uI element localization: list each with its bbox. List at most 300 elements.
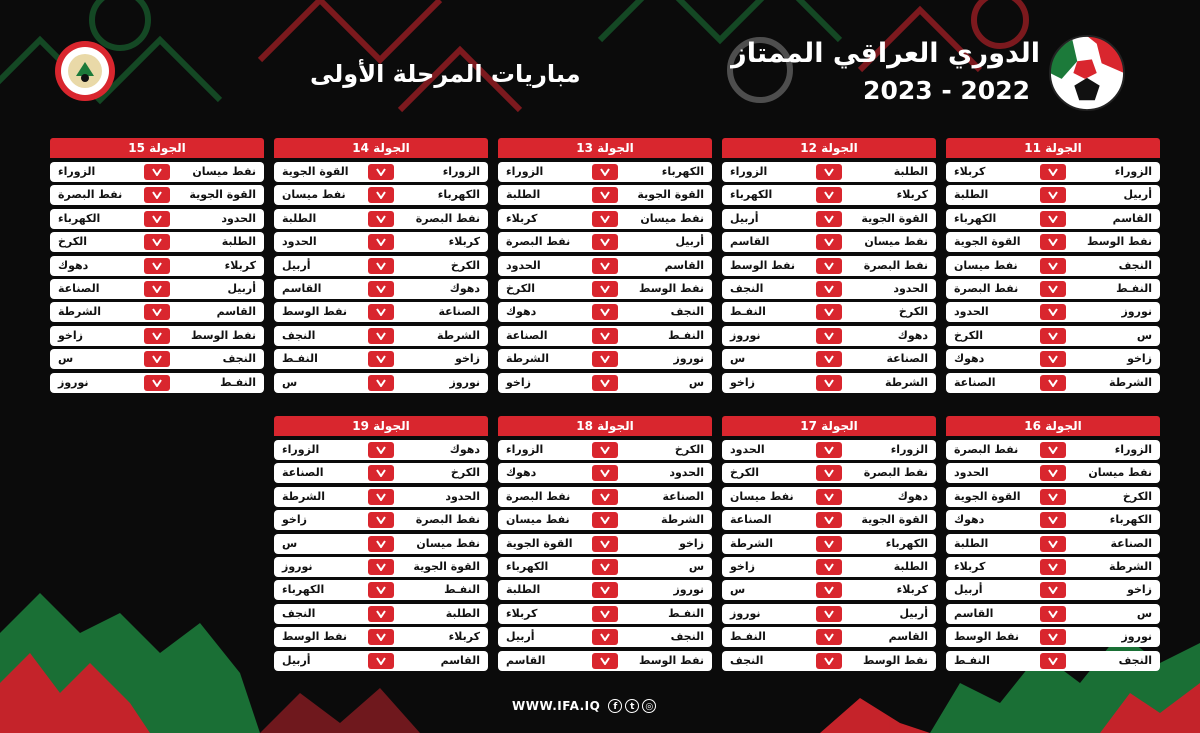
- match-row: [722, 232, 936, 252]
- away-team: نوروز: [58, 375, 89, 389]
- away-team: الحدود: [954, 466, 989, 480]
- away-team: القوة الجوية: [506, 536, 573, 550]
- match-row: [946, 256, 1160, 276]
- home-team: نفط ميسان: [864, 235, 928, 249]
- home-team: أربيل: [227, 281, 256, 295]
- away-team: زاخو: [730, 375, 755, 389]
- vs-chevron-icon: [368, 234, 394, 250]
- match-row: [498, 580, 712, 600]
- vs-chevron-icon: [368, 559, 394, 575]
- away-team: زاخو: [282, 513, 307, 527]
- home-team: نوروز: [1121, 305, 1152, 319]
- match-row: [946, 349, 1160, 369]
- away-team: الكهرباء: [58, 211, 101, 225]
- away-team: نفط ميسان: [730, 489, 794, 503]
- match-row: [498, 162, 712, 182]
- home-team: س: [688, 375, 704, 389]
- match-row: [274, 604, 488, 624]
- match-row: [274, 279, 488, 299]
- round-19: [274, 416, 488, 674]
- vs-chevron-icon: [816, 211, 842, 227]
- home-team: نوروز: [673, 352, 704, 366]
- home-team: الحدود: [893, 281, 928, 295]
- vs-chevron-icon: [1040, 489, 1066, 505]
- home-team: نوروز: [673, 583, 704, 597]
- away-team: الحدود: [282, 235, 317, 249]
- match-row: [498, 185, 712, 205]
- home-team: زاخو: [1127, 352, 1152, 366]
- match-row: [946, 604, 1160, 624]
- away-team: الكهرباء: [954, 211, 997, 225]
- home-team: النجف: [670, 630, 704, 644]
- away-team: الطلبة: [954, 536, 989, 550]
- home-team: نفط الوسط: [862, 653, 928, 667]
- home-team: نفط ميسان: [416, 536, 480, 550]
- home-team: الكهرباء: [1109, 513, 1152, 527]
- match-row: [498, 557, 712, 577]
- match-row: [274, 463, 488, 483]
- home-team: زاخو: [455, 352, 480, 366]
- match-row: [946, 510, 1160, 530]
- match-row: [50, 232, 264, 252]
- match-row: [498, 440, 712, 460]
- home-team: س: [688, 559, 704, 573]
- league-title: الدوري العراقي الممتاز: [731, 38, 1040, 69]
- away-team: س: [730, 583, 746, 597]
- match-row: [274, 349, 488, 369]
- vs-chevron-icon: [1040, 258, 1066, 274]
- away-team: دهوك: [954, 352, 985, 366]
- match-row: [946, 487, 1160, 507]
- vs-chevron-icon: [368, 442, 394, 458]
- vs-chevron-icon: [1040, 375, 1066, 391]
- away-team: نوروز: [730, 328, 761, 342]
- match-row: [274, 326, 488, 346]
- vs-chevron-icon: [1040, 328, 1066, 344]
- away-team: الكهرباء: [730, 188, 773, 202]
- match-row: [274, 580, 488, 600]
- home-team: النجف: [222, 352, 256, 366]
- match-row: [274, 651, 488, 671]
- away-team: نفط البصرة: [58, 188, 123, 202]
- match-row: [498, 349, 712, 369]
- home-team: القوة الجوية: [861, 211, 928, 225]
- away-team: النجف: [730, 281, 764, 295]
- away-team: س: [282, 375, 298, 389]
- home-team: القاسم: [664, 258, 704, 272]
- away-team: الطلبة: [954, 188, 989, 202]
- vs-chevron-icon: [368, 375, 394, 391]
- away-team: دهوك: [506, 305, 537, 319]
- home-team: النفـط: [668, 606, 704, 620]
- match-row: [498, 487, 712, 507]
- match-row: [722, 440, 936, 460]
- match-row: [946, 580, 1160, 600]
- vs-chevron-icon: [1040, 164, 1066, 180]
- vs-chevron-icon: [816, 187, 842, 203]
- home-team: س: [1136, 606, 1152, 620]
- match-row: [274, 162, 488, 182]
- match-row: [498, 534, 712, 554]
- match-row: [722, 349, 936, 369]
- match-row: [946, 557, 1160, 577]
- match-row: [274, 440, 488, 460]
- home-team: الشرطة: [661, 513, 704, 527]
- home-team: نوروز: [1121, 630, 1152, 644]
- vs-chevron-icon: [368, 258, 394, 274]
- match-row: [50, 209, 264, 229]
- away-team: الكرخ: [730, 466, 760, 480]
- match-row: [722, 557, 936, 577]
- match-row: [722, 604, 936, 624]
- match-row: [946, 534, 1160, 554]
- vs-chevron-icon: [592, 258, 618, 274]
- vs-chevron-icon: [592, 606, 618, 622]
- match-row: [722, 209, 936, 229]
- vs-chevron-icon: [144, 375, 170, 391]
- away-team: القاسم: [506, 653, 546, 667]
- vs-chevron-icon: [816, 465, 842, 481]
- facebook-icon[interactable]: f: [608, 699, 622, 713]
- away-team: زاخو: [506, 375, 531, 389]
- vs-chevron-icon: [592, 304, 618, 320]
- home-team: كربلاء: [896, 583, 928, 597]
- home-team: الزوراء: [1114, 443, 1152, 456]
- vs-chevron-icon: [592, 164, 618, 180]
- round-title: الجولة 16: [946, 416, 1160, 436]
- home-team: س: [1136, 328, 1152, 342]
- instagram-icon[interactable]: ◎: [642, 699, 656, 713]
- vs-chevron-icon: [592, 489, 618, 505]
- away-team: أربيل: [282, 653, 311, 667]
- match-row: [722, 580, 936, 600]
- home-team: الكهرباء: [661, 165, 704, 178]
- away-team: الطلبة: [282, 211, 317, 225]
- vs-chevron-icon: [816, 351, 842, 367]
- home-team: القوة الجوية: [189, 188, 256, 202]
- home-team: النفـط: [668, 328, 704, 342]
- home-team: القاسم: [1112, 211, 1152, 225]
- match-row: [50, 373, 264, 393]
- home-team: النجف: [1118, 258, 1152, 272]
- away-team: أربيل: [506, 630, 535, 644]
- away-team: الكهرباء: [282, 583, 325, 597]
- home-team: الكرخ: [674, 443, 704, 456]
- vs-chevron-icon: [144, 164, 170, 180]
- match-row: [50, 185, 264, 205]
- vs-chevron-icon: [1040, 465, 1066, 481]
- home-team: أربيل: [1123, 188, 1152, 202]
- away-team: الصناعة: [506, 328, 548, 342]
- away-team: أربيل: [730, 211, 759, 225]
- away-team: الحدود: [506, 258, 541, 272]
- home-team: الطلبة: [445, 606, 480, 620]
- round-title: الجولة 19: [274, 416, 488, 436]
- vs-chevron-icon: [592, 536, 618, 552]
- vs-chevron-icon: [592, 582, 618, 598]
- away-team: نوروز: [730, 606, 761, 620]
- vs-chevron-icon: [816, 234, 842, 250]
- vs-chevron-icon: [816, 328, 842, 344]
- vs-chevron-icon: [368, 351, 394, 367]
- match-row: [722, 185, 936, 205]
- home-team: نفط البصرة: [415, 211, 480, 225]
- vs-chevron-icon: [816, 281, 842, 297]
- away-team: س: [730, 352, 746, 366]
- home-team: النفـط: [1116, 281, 1152, 295]
- home-team: النفـط: [220, 375, 256, 389]
- vs-chevron-icon: [1040, 304, 1066, 320]
- home-team: الكرخ: [898, 305, 928, 319]
- match-row: [498, 256, 712, 276]
- away-team: كربلاء: [506, 211, 538, 225]
- away-team: دهوك: [58, 258, 89, 272]
- away-team: النجف: [282, 328, 316, 342]
- match-row: [50, 302, 264, 322]
- home-team: نفط الوسط: [190, 328, 256, 342]
- vs-chevron-icon: [816, 653, 842, 669]
- vs-chevron-icon: [1040, 606, 1066, 622]
- match-row: [946, 326, 1160, 346]
- vs-chevron-icon: [368, 512, 394, 528]
- home-team: النجف: [1118, 653, 1152, 667]
- vs-chevron-icon: [816, 164, 842, 180]
- match-row: [498, 463, 712, 483]
- home-team: زاخو: [1127, 583, 1152, 597]
- vs-chevron-icon: [816, 582, 842, 598]
- home-team: نفط ميسان: [192, 165, 256, 178]
- home-team: الكرخ: [450, 466, 480, 480]
- vs-chevron-icon: [592, 512, 618, 528]
- match-row: [274, 510, 488, 530]
- home-team: نفط البصرة: [863, 466, 928, 480]
- vs-chevron-icon: [368, 629, 394, 645]
- away-team: الكرخ: [58, 235, 88, 249]
- vs-chevron-icon: [368, 328, 394, 344]
- round-title: الجولة 12: [722, 138, 936, 158]
- away-team: الشرطة: [730, 536, 773, 550]
- home-team: القوة الجوية: [637, 188, 704, 202]
- match-row: [722, 463, 936, 483]
- away-team: الحدود: [954, 305, 989, 319]
- vs-chevron-icon: [144, 304, 170, 320]
- away-team: كربلاء: [506, 606, 538, 620]
- vs-chevron-icon: [368, 187, 394, 203]
- match-row: [50, 349, 264, 369]
- away-team: الصناعة: [282, 466, 324, 480]
- vs-chevron-icon: [1040, 536, 1066, 552]
- match-row: [946, 373, 1160, 393]
- away-team: الطلبة: [506, 583, 541, 597]
- home-team: الطلبة: [221, 235, 256, 249]
- home-team: القوة الجوية: [861, 513, 928, 527]
- away-team: الكرخ: [506, 281, 536, 295]
- home-team: كربلاء: [448, 630, 480, 644]
- round-title: الجولة 18: [498, 416, 712, 436]
- round-13: [498, 138, 712, 396]
- vs-chevron-icon: [1040, 211, 1066, 227]
- away-team: الحدود: [730, 443, 765, 456]
- home-team: نفط الوسط: [1086, 235, 1152, 249]
- home-team: القوة الجوية: [413, 559, 480, 573]
- home-team: نفط الوسط: [638, 281, 704, 295]
- match-row: [722, 302, 936, 322]
- home-team: الطلبة: [893, 559, 928, 573]
- home-team: نفط ميسان: [640, 211, 704, 225]
- vs-chevron-icon: [592, 234, 618, 250]
- match-row: [946, 302, 1160, 322]
- home-team: النجف: [670, 305, 704, 319]
- top-pattern: [0, 0, 1200, 140]
- away-team: الصناعة: [58, 281, 100, 295]
- match-row: [946, 463, 1160, 483]
- away-team: الكهرباء: [506, 559, 549, 573]
- away-team: كربلاء: [954, 165, 986, 178]
- vs-chevron-icon: [144, 281, 170, 297]
- round-title: الجولة 15: [50, 138, 264, 158]
- football-logo-icon: [1048, 34, 1126, 112]
- away-team: نفط الوسط: [730, 258, 796, 272]
- home-team: الصناعة: [662, 489, 704, 503]
- vs-chevron-icon: [144, 234, 170, 250]
- away-team: القوة الجوية: [282, 165, 349, 178]
- vs-chevron-icon: [592, 375, 618, 391]
- match-row: [946, 162, 1160, 182]
- match-row: [274, 232, 488, 252]
- match-row: [722, 487, 936, 507]
- vs-chevron-icon: [144, 328, 170, 344]
- away-team: الزوراء: [506, 165, 544, 178]
- away-team: القاسم: [282, 281, 322, 295]
- home-team: دهوك: [897, 328, 928, 342]
- vs-chevron-icon: [592, 559, 618, 575]
- vs-chevron-icon: [368, 281, 394, 297]
- match-row: [274, 373, 488, 393]
- away-team: زاخو: [730, 559, 755, 573]
- match-row: [498, 209, 712, 229]
- vs-chevron-icon: [816, 442, 842, 458]
- match-row: [498, 604, 712, 624]
- match-row: [498, 279, 712, 299]
- away-team: نفط ميسان: [954, 258, 1018, 272]
- match-row: [274, 209, 488, 229]
- match-row: [498, 510, 712, 530]
- vs-chevron-icon: [592, 211, 618, 227]
- vs-chevron-icon: [368, 653, 394, 669]
- home-team: نفط الوسط: [638, 653, 704, 667]
- home-team: زاخو: [679, 536, 704, 550]
- twitter-icon[interactable]: t: [625, 699, 639, 713]
- home-team: كربلاء: [896, 188, 928, 202]
- home-team: الشرطة: [437, 328, 480, 342]
- round-16: [946, 416, 1160, 674]
- away-team: النجف: [730, 653, 764, 667]
- round-14: [274, 138, 488, 396]
- vs-chevron-icon: [592, 351, 618, 367]
- match-row: [274, 534, 488, 554]
- vs-chevron-icon: [368, 164, 394, 180]
- match-row: [274, 627, 488, 647]
- home-team: أربيل: [899, 606, 928, 620]
- away-team: القوة الجوية: [954, 489, 1021, 503]
- home-team: النفـط: [444, 583, 480, 597]
- round-title: الجولة 17: [722, 416, 936, 436]
- vs-chevron-icon: [1040, 351, 1066, 367]
- home-team: الحدود: [669, 466, 704, 480]
- home-team: القاسم: [440, 653, 480, 667]
- home-team: كربلاء: [448, 235, 480, 249]
- away-team: أربيل: [954, 583, 983, 597]
- vs-chevron-icon: [144, 211, 170, 227]
- match-row: [50, 256, 264, 276]
- away-team: كربلاء: [954, 559, 986, 573]
- match-row: [50, 279, 264, 299]
- home-team: دهوك: [449, 281, 480, 295]
- away-team: النفـط: [282, 352, 318, 366]
- home-team: الزوراء: [1114, 165, 1152, 178]
- away-team: النفـط: [730, 630, 766, 644]
- away-team: الطلبة: [506, 188, 541, 202]
- vs-chevron-icon: [592, 328, 618, 344]
- match-row: [722, 651, 936, 671]
- away-team: نوروز: [282, 559, 313, 573]
- match-row: [722, 256, 936, 276]
- round-title: الجولة 14: [274, 138, 488, 158]
- vs-chevron-icon: [816, 489, 842, 505]
- away-team: نفط ميسان: [282, 188, 346, 202]
- vs-chevron-icon: [1040, 512, 1066, 528]
- home-team: الشرطة: [1109, 375, 1152, 389]
- match-row: [274, 302, 488, 322]
- home-team: الحدود: [221, 211, 256, 225]
- home-team: القاسم: [216, 305, 256, 319]
- vs-chevron-icon: [368, 536, 394, 552]
- home-team: الكرخ: [1122, 489, 1152, 503]
- round-11: [946, 138, 1160, 396]
- match-row: [946, 627, 1160, 647]
- home-team: نفط البصرة: [863, 258, 928, 272]
- vs-chevron-icon: [816, 536, 842, 552]
- round-18: [498, 416, 712, 674]
- home-team: دهوك: [449, 443, 480, 456]
- vs-chevron-icon: [1040, 582, 1066, 598]
- round-12: [722, 138, 936, 396]
- vs-chevron-icon: [144, 187, 170, 203]
- away-team: زاخو: [58, 328, 83, 342]
- away-team: الصناعة: [730, 513, 772, 527]
- website-link[interactable]: WWW.IFA.IQ: [512, 699, 601, 713]
- match-row: [946, 232, 1160, 252]
- match-row: [946, 185, 1160, 205]
- home-team: الصناعة: [886, 352, 928, 366]
- vs-chevron-icon: [1040, 281, 1066, 297]
- away-team: نفط البصرة: [506, 235, 571, 249]
- away-team: الزوراء: [730, 165, 768, 178]
- match-row: [946, 209, 1160, 229]
- home-team: نفط ميسان: [1088, 466, 1152, 480]
- vs-chevron-icon: [592, 187, 618, 203]
- match-row: [274, 256, 488, 276]
- home-team: الشرطة: [1109, 559, 1152, 573]
- away-team: القاسم: [730, 235, 770, 249]
- home-team: الكهرباء: [885, 536, 928, 550]
- vs-chevron-icon: [816, 512, 842, 528]
- match-row: [722, 279, 936, 299]
- away-team: س: [282, 536, 298, 550]
- home-team: نفط البصرة: [415, 513, 480, 527]
- away-team: الزوراء: [506, 443, 544, 456]
- vs-chevron-icon: [368, 489, 394, 505]
